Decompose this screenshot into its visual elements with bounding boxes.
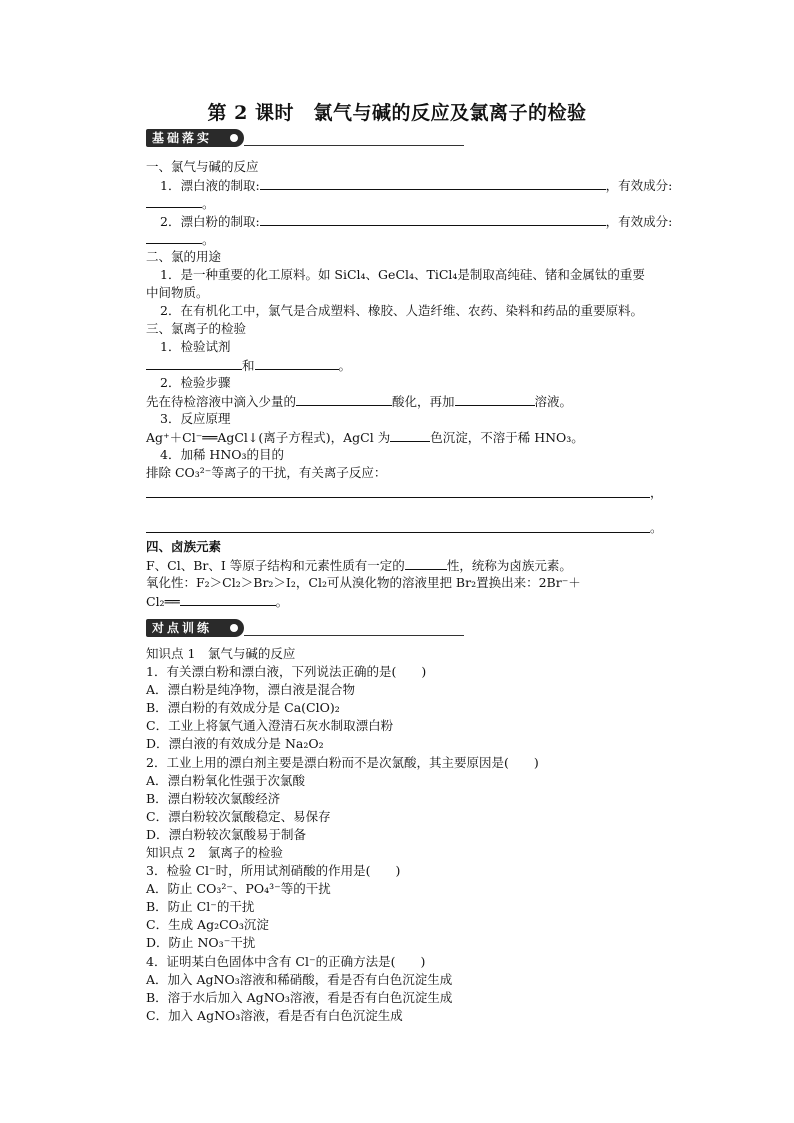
option-b: B．漂白粉的有效成分是 Ca(ClO)₂ — [146, 700, 340, 715]
fill-blank — [390, 428, 430, 442]
option-c: C．工业上将氯气通入澄清石灰水制取漂白粉 — [146, 718, 394, 733]
option-b: B．防止 Cl⁻的干扰 — [146, 899, 255, 914]
text-line: 。 — [146, 230, 215, 249]
text-line: 2．在有机化工中，氯气是合成塑料、橡胶、人造纤维、农药、染料和药品的重要原料。 — [160, 303, 643, 318]
fill-blank — [146, 356, 242, 370]
option-b: B．漂白粉较次氯酸经济 — [146, 791, 281, 806]
fill-blank — [146, 194, 202, 208]
option-c: C．生成 Ag₂CO₃沉淀 — [146, 917, 269, 932]
page-title: 第 2 课时 氯气与碱的反应及氯离子的检验 — [207, 102, 587, 124]
text-line: 4．加稀 HNO₃的目的 — [160, 447, 285, 462]
answer-line — [146, 497, 650, 498]
text-line: 中间物质。 — [146, 285, 209, 300]
question-stem: 2．工业上用的漂白剂主要是漂白粉而不是次氯酸，其主要原因是( ) — [146, 755, 539, 770]
text-line: 1．是一种重要的化工原料。如 SiCl₄、GeCl₄、TiCl₄是制取高纯硅、锗和金属钛的重要 — [160, 267, 645, 282]
question-stem: 4．证明某白色固体中含有 Cl⁻的正确方法是( ) — [146, 954, 426, 969]
question-stem: 1．有关漂白粉和漂白液，下列说法正确的是( ) — [146, 664, 427, 679]
fill-blank — [146, 230, 202, 244]
fill-blank — [455, 392, 535, 406]
option-d: D．防止 NO₃⁻干扰 — [146, 935, 256, 950]
section-heading: 四、卤族元素 — [146, 539, 222, 554]
section-banner-practice — [146, 619, 464, 637]
text-line: 氧化性：F₂＞Cl₂＞Br₂＞I₂，Cl₂可从溴化物的溶液里把 Br₂置换出来：2Br⁻＋ — [146, 575, 581, 590]
banner-label: 对点训练 — [146, 619, 244, 637]
section-heading: 二、氯的用途 — [146, 249, 222, 264]
knowledge-point-heading: 知识点 1 氯气与碱的反应 — [146, 646, 296, 661]
text-line: 排除 CO₃²⁻等离子的干扰，有关离子反应： — [146, 465, 387, 480]
option-d: D．漂白粉较次氯酸易于制备 — [146, 827, 307, 842]
answer-line — [146, 532, 650, 533]
bullet-dot-icon — [230, 134, 238, 142]
text-line: ， — [650, 485, 663, 500]
banner-rule — [244, 635, 464, 636]
knowledge-point-heading: 知识点 2 氯离子的检验 — [146, 845, 283, 860]
fill-blank — [260, 176, 606, 190]
option-c: C．加入 AgNO₃溶液，看是否有白色沉淀生成 — [146, 1008, 403, 1023]
option-a: A．防止 CO₃²⁻、PO₄³⁻等的干扰 — [146, 881, 331, 896]
text-line: F、Cl、Br、I 等原子结构和元素性质有一定的 性，统称为卤族元素。 — [146, 558, 572, 573]
fill-blank — [405, 556, 447, 570]
text-line: 和 。 — [146, 356, 351, 375]
bullet-dot-icon — [230, 624, 238, 632]
section-banner-basics — [146, 129, 464, 147]
option-a: A．加入 AgNO₃溶液和稀硝酸，看是否有白色沉淀生成 — [146, 972, 453, 987]
text-line: 先在待检溶液中滴入少量的 酸化，再加 溶液。 — [146, 394, 573, 409]
option-a: A．漂白粉氧化性强于次氯酸 — [146, 773, 306, 788]
text-line: 1．检验试剂 — [160, 339, 231, 354]
text-line: 1．漂白液的制取: ，有效成分: — [160, 178, 673, 193]
fill-blank — [296, 392, 392, 406]
fill-blank — [255, 356, 339, 370]
text-line: 2．漂白粉的制取: ，有效成分: — [160, 214, 673, 229]
question-stem: 3．检验 Cl⁻时，所用试剂硝酸的作用是( ) — [146, 863, 401, 878]
option-d: D．漂白液的有效成分是 Na₂O₂ — [146, 736, 324, 751]
option-b: B．溶于水后加入 AgNO₃溶液，看是否有白色沉淀生成 — [146, 990, 453, 1005]
option-c: C．漂白粉较次氯酸稳定、易保存 — [146, 809, 331, 824]
banner-rule — [244, 145, 464, 146]
text-line: 3．反应原理 — [160, 411, 231, 426]
text-line: 2．检验步骤 — [160, 375, 231, 390]
section-heading: 三、氯离子的检验 — [146, 321, 247, 336]
text-line: Ag⁺＋Cl⁻══AgCl↓(离子方程式)，AgCl 为 色沉淀，不溶于稀 HNO₃。 — [146, 430, 584, 445]
text-line: 。 — [650, 520, 663, 535]
text-line: Cl₂══ 。 — [146, 594, 289, 609]
section-heading: 一、氯气与碱的反应 — [146, 159, 259, 174]
fill-blank — [260, 212, 606, 226]
fill-blank — [180, 592, 276, 606]
option-a: A．漂白粉是纯净物，漂白液是混合物 — [146, 682, 356, 697]
text-line: 。 — [146, 194, 215, 213]
banner-label: 基础落实 — [146, 129, 244, 147]
